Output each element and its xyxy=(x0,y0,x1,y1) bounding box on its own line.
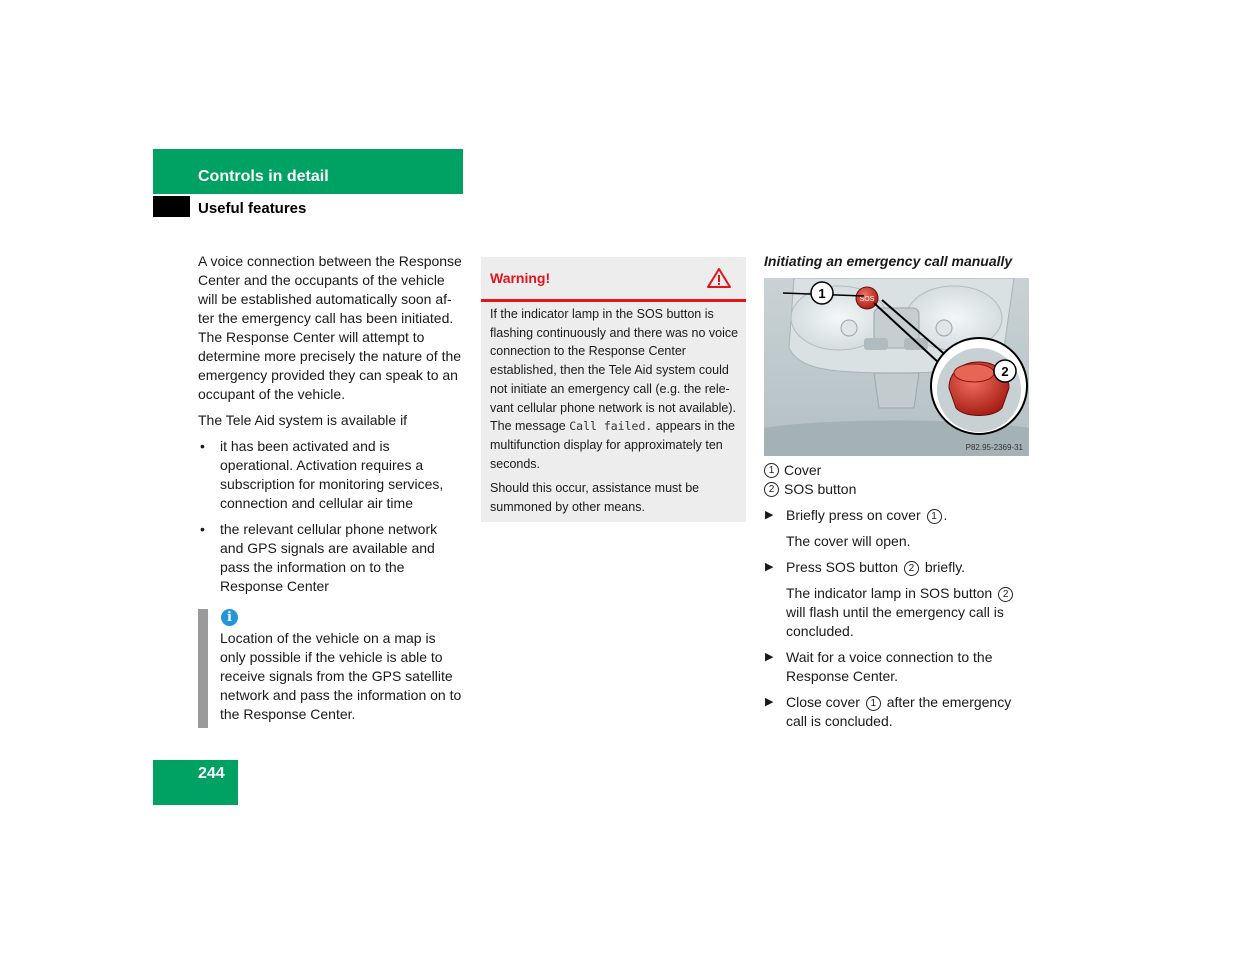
warning-box xyxy=(481,257,746,522)
warning-title: Warning! xyxy=(490,270,551,286)
step-text: will flash until the emergency call is concluded. xyxy=(786,604,1004,639)
legend-item xyxy=(764,461,856,480)
callout-number: 2 xyxy=(764,482,779,497)
warning-triangle-icon xyxy=(706,267,732,289)
callout-2: 2 xyxy=(1001,364,1009,379)
step xyxy=(764,558,1029,577)
warning-header xyxy=(481,257,746,302)
sos-label: SOS xyxy=(859,296,875,303)
procedure-title: Initiating an emergency call manually xyxy=(764,253,1013,269)
callout-number: 1 xyxy=(866,696,881,711)
warning-text: appears in the multifunction display for approximately ten seconds. xyxy=(490,419,736,471)
info-note xyxy=(198,609,464,728)
page-number: 244 xyxy=(198,765,225,782)
step-arrow-icon: ▶ xyxy=(765,696,774,708)
note-text: Location of the vehicle on a map is only possible if the vehicle is able to receive signals from the GPS satellite network and pass the information on to the Response Center. xyxy=(220,630,462,722)
step-text: Wait for a voice connection to the Response Center. xyxy=(786,649,993,684)
step xyxy=(764,648,1029,686)
step-text: . xyxy=(943,507,948,523)
procedure-steps xyxy=(764,506,1029,738)
list-item: • it has been activated and is operational. Activation requires a subscription for monitoring services, connection and cellular air time xyxy=(198,437,464,513)
callout-number: 2 xyxy=(904,561,919,576)
list-item: • the relevant cellular phone network and GPS signals are available and pass the information on to the Response Center xyxy=(198,520,464,596)
subsection-title: Useful features xyxy=(198,200,307,217)
warning-paragraph xyxy=(490,305,740,473)
page-number-box xyxy=(153,760,238,805)
display-message: Call failed. xyxy=(569,419,653,434)
step-text: Close cover xyxy=(786,694,864,710)
step-text: after the emergency call is concluded. xyxy=(786,694,1012,729)
step xyxy=(764,506,1029,525)
figure-code: P82.95-2369-31 xyxy=(965,443,1023,452)
overhead-console-illustration xyxy=(764,278,1029,456)
step-arrow-icon: ▶ xyxy=(765,561,774,573)
section-title: Controls in detail xyxy=(198,168,329,185)
step xyxy=(764,693,1029,731)
availability-list xyxy=(198,437,464,596)
step-text: Briefly press on cover xyxy=(786,507,925,523)
sos-button-figure xyxy=(764,278,1029,456)
warning-text: If the indicator lamp in the SOS button is flashing continuously and there was no voice connection to the Response Center established, then the Tele Aid system could not initiate an emergency call (e.g. the rele-vant cellular phone network is not available). The message xyxy=(490,307,739,434)
left-column xyxy=(198,252,464,603)
warning-paragraph: Should this occur, assistance must be summoned by other means. xyxy=(490,481,700,515)
step-text: briefly. xyxy=(920,559,966,575)
legend-label: Cover xyxy=(784,462,822,478)
info-icon: i xyxy=(221,609,238,626)
step-text: The indicator lamp in SOS button xyxy=(786,585,997,601)
warning-body xyxy=(490,305,740,523)
figure-legend xyxy=(764,461,856,499)
availability-lead: The Tele Aid system is available if xyxy=(198,412,408,428)
subsection-marker xyxy=(153,196,190,217)
step-arrow-icon: ▶ xyxy=(765,509,774,521)
callout-1: 1 xyxy=(818,286,826,301)
callout-number: 2 xyxy=(998,587,1013,602)
note-bar xyxy=(198,609,208,728)
step-text: Press SOS button xyxy=(786,559,902,575)
legend-label: SOS button xyxy=(784,481,857,497)
step-result: The cover will open. xyxy=(786,533,911,549)
callout-number: 1 xyxy=(927,509,942,524)
step-result xyxy=(764,584,1029,641)
callout-number: 1 xyxy=(764,463,779,478)
legend-item xyxy=(764,480,856,499)
step-arrow-icon: ▶ xyxy=(765,651,774,663)
intro-paragraph: A voice connection between the Response Center and the occupants of the vehicle will be established automatically soon af-ter the emergency call has been initiated. The Response Center will attempt to determine more precisely the nature of the emergency provided they can speak to an occupant of the vehicle. xyxy=(198,253,462,402)
